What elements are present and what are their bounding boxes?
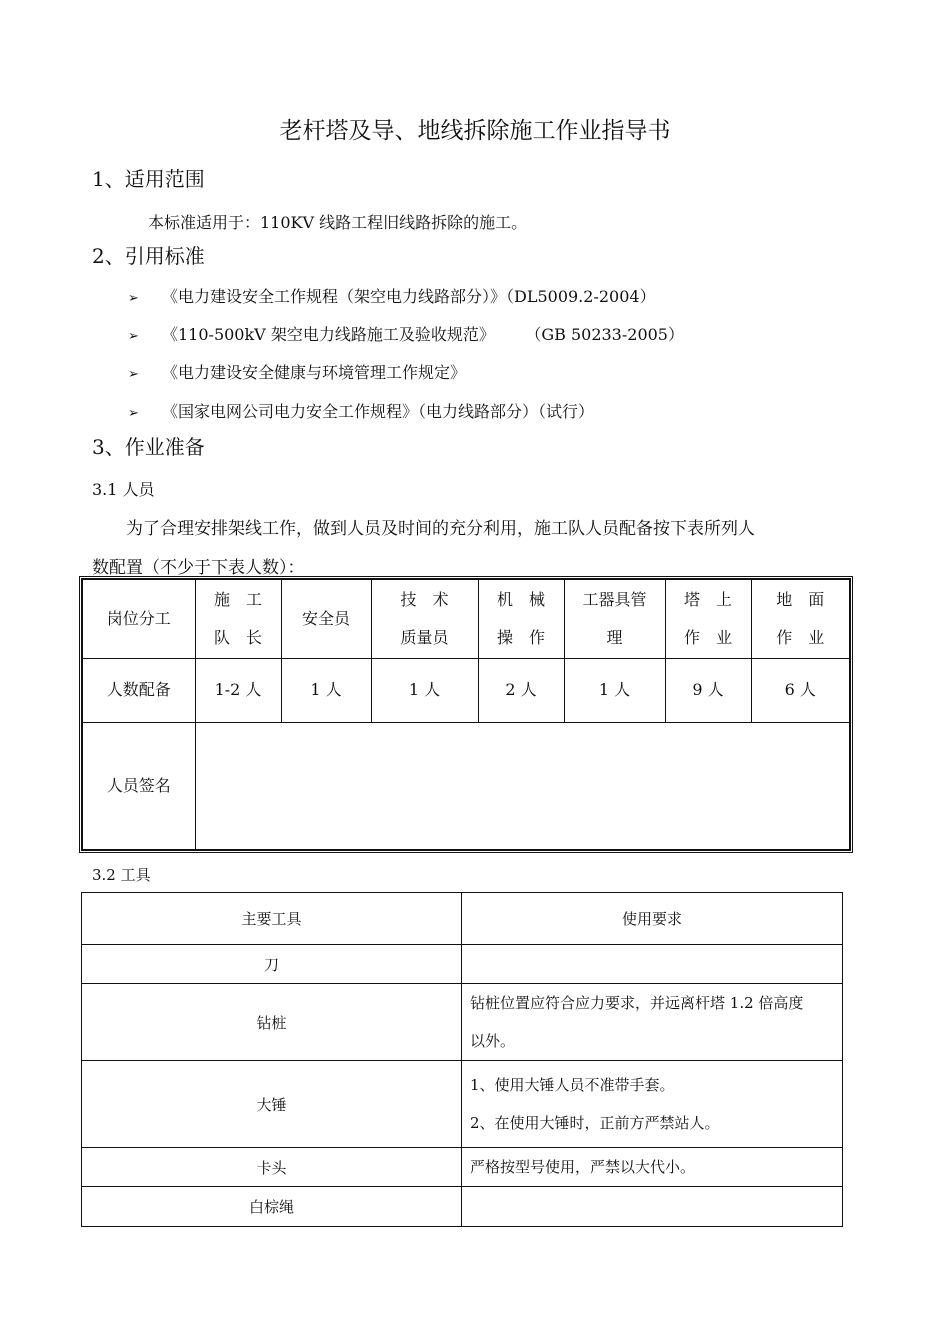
staff-table (81, 578, 851, 851)
arrow-bullet-icon: ➢ (128, 367, 139, 382)
ref-item-text: 《电力建设安全工作规程（架空电力线路部分）》（DL5009.2-2004） (162, 287, 656, 306)
row-header-count: 人数配备 (82, 658, 195, 722)
subsection-staff: 3.1 人员 (92, 480, 155, 499)
ref-item (128, 284, 656, 307)
arrow-bullet-icon: ➢ (128, 406, 139, 421)
ref-item-text: 《电力建设安全健康与环境管理工作规定》 (162, 363, 467, 382)
tool-name: 白棕绳 (82, 1187, 462, 1227)
table-row (82, 1061, 843, 1148)
tool-name: 卡头 (82, 1148, 462, 1187)
header-usage-req: 使用要求 (462, 893, 843, 945)
role-cell: 机 械 操 作 (478, 579, 564, 658)
role-cell: 工器具管 理 (564, 579, 665, 658)
tool-name: 大锤 (82, 1061, 462, 1148)
role-cell: 地 面 作 业 (751, 579, 850, 658)
tools-table (81, 892, 843, 1227)
arrow-bullet-icon: ➢ (128, 291, 139, 306)
requirement-line: 1、使用大锤人员不准带手套。 (470, 1076, 675, 1094)
arrow-bullet-icon: ➢ (128, 329, 139, 344)
count-cell: 1 人 (281, 658, 371, 722)
scope-text: 本标准适用于：110KV 线路工程旧线路拆除的施工。 (148, 213, 528, 232)
requirement-line: 严格按型号使用，严禁以大代小。 (470, 1158, 696, 1176)
tool-name: 钻桩 (82, 984, 462, 1061)
tool-requirement (462, 984, 843, 1061)
tool-name: 刀 (82, 945, 462, 984)
role-cell: 技 术 质量员 (371, 579, 478, 658)
row-header-role: 岗位分工 (82, 579, 195, 658)
header-main-tool: 主要工具 (82, 893, 462, 945)
ref-item (128, 399, 594, 422)
section-heading-refs: 2、引用标准 (92, 244, 205, 268)
staff-paragraph-line2: 数配置（不少于下表人数）： (92, 558, 305, 578)
document-title: 老杆塔及导、地线拆除施工作业指导书 (279, 118, 671, 144)
count-cell: 1 人 (371, 658, 478, 722)
count-cell: 2 人 (478, 658, 564, 722)
requirement-line: 以外。 (470, 1032, 516, 1050)
table-row (82, 945, 843, 984)
tool-requirement (462, 945, 843, 984)
staff-sign-row (82, 722, 850, 850)
tool-requirement (462, 1061, 843, 1148)
signature-field[interactable] (195, 722, 850, 850)
requirement-line: 2、在使用大锤时，正前方严禁站人。 (470, 1114, 720, 1132)
count-cell: 6 人 (751, 658, 850, 722)
role-cell: 安全员 (281, 579, 371, 658)
ref-item (128, 322, 684, 345)
requirement-line: 钻桩位置应符合应力要求，并远离杆塔 1.2 倍高度 (470, 994, 804, 1012)
table-row (82, 1187, 843, 1227)
row-header-sign: 人员签名 (82, 722, 195, 850)
role-cell: 施 工 队 长 (195, 579, 281, 658)
role-cell: 塔 上 作 业 (665, 579, 751, 658)
tool-requirement (462, 1148, 843, 1187)
count-cell: 1-2 人 (195, 658, 281, 722)
staff-paragraph-line1: 为了合理安排架线工作，做到人员及时间的充分利用，施工队人员配备按下表所列人 (126, 519, 755, 539)
ref-item-text: 《110-500kV 架空电力线路施工及验收规范》 （GB 50233-2005） (162, 325, 684, 344)
subsection-tools: 3.2 工具 (92, 866, 151, 884)
section-heading-prep: 3、作业准备 (92, 435, 205, 459)
table-row (82, 1148, 843, 1187)
section-heading-scope: 1、适用范围 (92, 167, 205, 191)
count-cell: 1 人 (564, 658, 665, 722)
tool-requirement (462, 1187, 843, 1227)
count-cell: 9 人 (665, 658, 751, 722)
ref-item-text: 《国家电网公司电力安全工作规程》（电力线路部分）（试行） (162, 402, 595, 421)
tools-header-row (82, 893, 843, 945)
staff-count-row (82, 658, 850, 722)
staff-role-row (82, 579, 850, 658)
table-row (82, 984, 843, 1061)
ref-item (128, 360, 466, 383)
